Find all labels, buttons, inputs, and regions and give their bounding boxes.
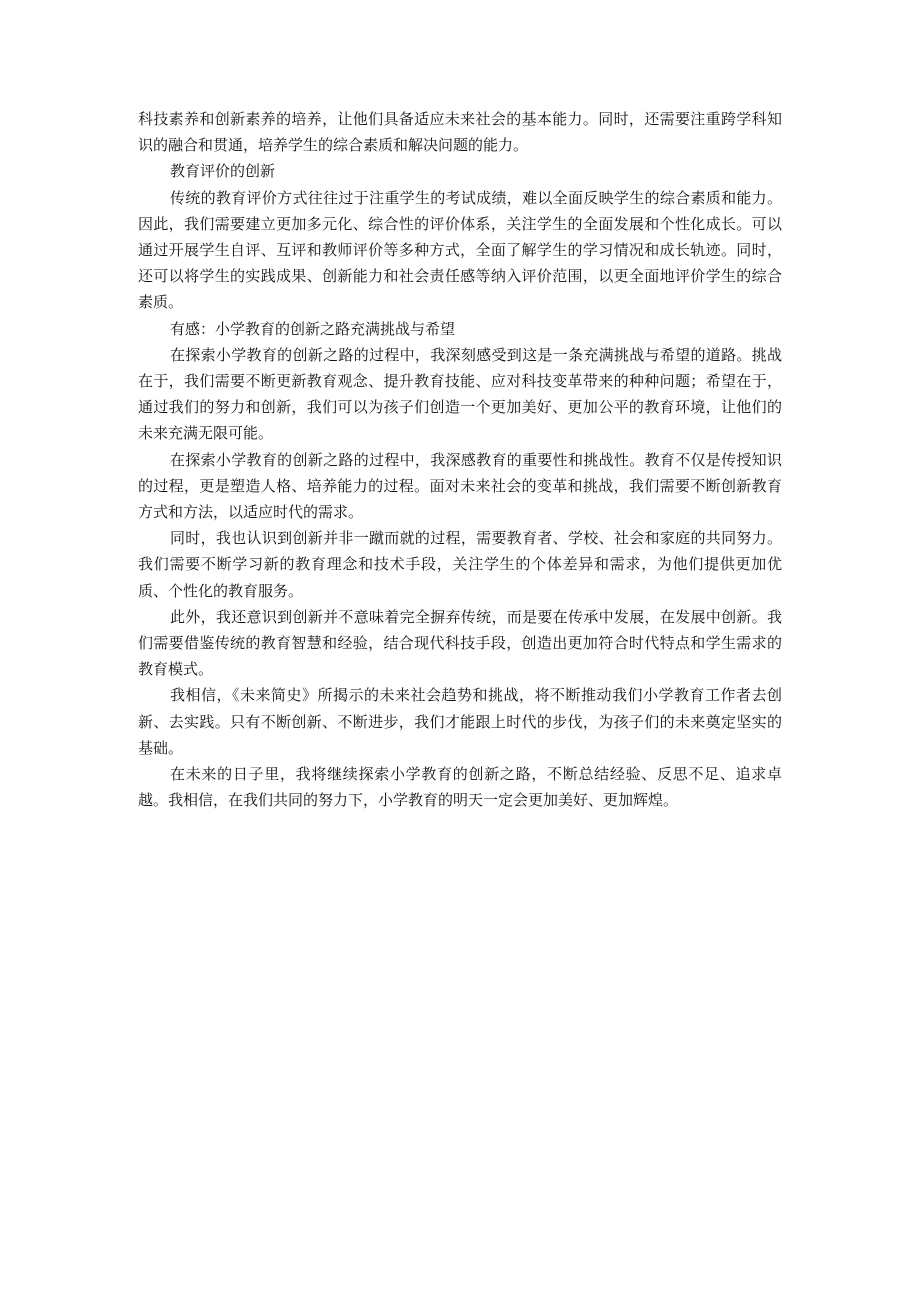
document-page [138,106,782,813]
paragraph-reflection-2: 在探索小学教育的创新之路的过程中，我深感教育的重要性和挑战性。教育不仅是传授知识的过程，更是塑造人格、培养能力的过程。面对未来社会的变革和挑战，我们需要不断创新教育方式和方法，以适应时代的需求。 [138,450,782,522]
paragraph-intro-continuation: 科技素养和创新素养的培养，让他们具备适应未来社会的基本能力。同时，还需要注重跨学科知识的融合和贯通，培养学生的综合素质和解决问题的能力。 [138,110,782,155]
paragraph-reflection-3: 同时，我也认识到创新并非一蹴而就的过程，需要教育者、学校、社会和家庭的共同努力。我们需要不断学习新的教育理念和技术手段，关注学生的个体差异和需求，为他们提供更加优质、个性化的教育服务。 [138,529,782,600]
paragraph-reflection-5: 我相信，《未来简史》所揭示的未来社会趋势和挑战，将不断推动我们小学教育工作者去创新、去实践。只有不断创新、不断进步，我们才能跟上时代的步伐，为孩子们的未来奠定坚实的基础。 [138,686,782,757]
paragraph-reflection-4: 此外，我还意识到创新并不意味着完全摒弃传统，而是要在传承中发展，在发展中创新。我们需要借鉴传统的教育智慧和经验，结合现代科技手段，创造出更加符合时代特点和学生需求的教育模式。 [138,607,782,679]
paragraph-conclusion: 在未来的日子里，我将继续探索小学教育的创新之路，不断总结经验、反思不足、追求卓越。我相信，在我们共同的努力下，小学教育的明天一定会更加美好、更加辉煌。 [138,765,782,810]
paragraph-evaluation: 传统的教育评价方式往往过于注重学生的考试成绩，难以全面反映学生的综合素质和能力。因此，我们需要建立更加多元化、综合性的评价体系，关注学生的全面发展和个性化成长。可以通过开展学生自评、互评和教师评价等多种方式，全面了解学生的学习情况和成长轨迹。同时，还可以将学生的实践成果、创新能力和社会责任感等纳入评价范围，以更全面地评价学生的综合素质。 [138,188,782,312]
section-heading-evaluation: 教育评价的创新 [170,162,276,181]
section-heading-reflection: 有感：小学教育的创新之路充满挑战与希望 [170,319,456,338]
paragraph-reflection-1: 在探索小学教育的创新之路的过程中，我深刻感受到这是一条充满挑战与希望的道路。挑战在于，我们需要不断更新教育观念、提升教育技能、应对科技变革带来的种种问题；希望在于，通过我们的努力和创新，我们可以为孩子们创造一个更加美好、更加公平的教育环境，让他们的未来充满无限可能。 [138,345,782,443]
